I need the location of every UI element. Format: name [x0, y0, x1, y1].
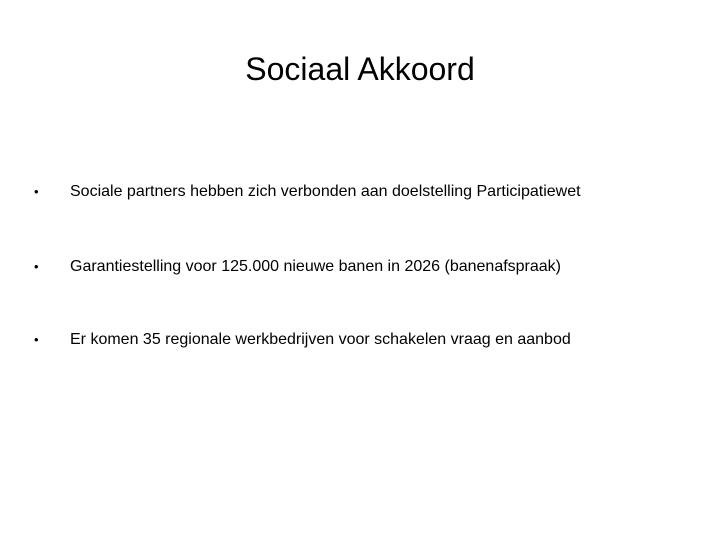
bullet-icon: •: [34, 332, 39, 347]
list-item: [0, 253, 720, 281]
bullet-text: Garantiestelling voor 125.000 nieuwe banen in 2026 (banenafspraak): [70, 258, 562, 275]
bullet-icon: •: [34, 259, 39, 274]
bullet-text: Sociale partners hebben zich verbonden aan doelstelling Participatiewet: [70, 183, 581, 200]
slide-title: Sociaal Akkoord: [245, 51, 475, 87]
list-item: [0, 326, 720, 354]
bullet-icon: •: [34, 184, 39, 199]
bullet-text: Er komen 35 regionale werkbedrijven voor schakelen vraag en aanbod: [70, 331, 571, 348]
list-item: [0, 178, 720, 206]
